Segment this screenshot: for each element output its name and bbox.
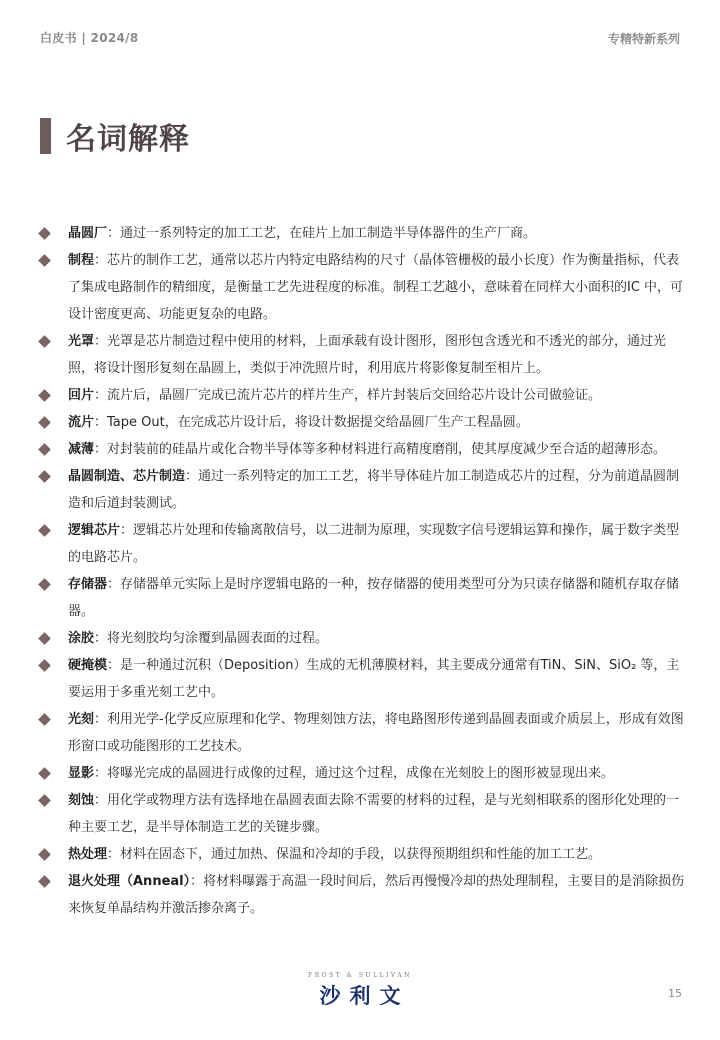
glossary-item [40,652,690,706]
glossary-definition: ：利用光学-化学反应原理和化学、物理刻蚀方法，将电路图形传递到晶圆表面或介质层上，形成有效图形窗口或功能图形的工艺技术。 [68,712,684,754]
diamond-bullet-icon [38,875,51,888]
glossary-term: 制程 [68,253,95,268]
page-number: 15 [668,987,682,1000]
glossary-item [40,517,690,571]
glossary-definition: ：是一种通过沉积（Deposition）生成的无机薄膜材料，其主要成分通常有TiN、SiN、SiO₂ 等，主要运用于多重光刻工艺中。 [68,658,680,700]
glossary-definition: ：存储器单元实际上是时序逻辑电路的一种，按存储器的使用类型可分为只读存储器和随机存取存储器。 [68,577,680,619]
glossary-definition: ：材料在固态下，通过加热、保温和冷却的手段，以获得预期组织和性能的加工工艺。 [107,847,602,862]
glossary-item [40,571,690,625]
glossary-term: 涂胶 [68,631,95,646]
glossary-term: 晶圆厂 [68,226,108,241]
header-series-name: 专精特新系列 [607,32,680,46]
diamond-bullet-icon [38,443,51,456]
diamond-bullet-icon [38,632,51,645]
glossary-term: 回片 [68,388,95,403]
glossary-item [40,247,690,328]
glossary-item [40,436,690,463]
diamond-bullet-icon [38,578,51,591]
logo-english-text: FROST & SULLIVAN [308,972,412,979]
glossary-item [40,409,690,436]
glossary-definition: ：将光刻胶均匀涂覆到晶圆表面的过程。 [94,631,329,646]
logo-chinese-text: 沙利文 [319,984,410,1008]
glossary-term: 流片 [68,415,95,430]
diamond-bullet-icon [38,794,51,807]
title-accent-bar [40,118,51,154]
glossary-item [40,760,690,787]
glossary-term: 退火处理（Anneal） [68,874,191,889]
diamond-bullet-icon [38,227,51,240]
glossary-term: 硬掩模 [68,658,108,673]
glossary-item [40,463,690,517]
page-title-block [40,116,190,156]
diamond-bullet-icon [38,389,51,402]
glossary-term: 存储器 [68,577,108,592]
glossary-term: 刻蚀 [68,793,95,808]
glossary-definition: ：通过一系列特定的加工工艺，将半导体硅片加工制造成芯片的过程，分为前道晶圆制造和后道封装测试。 [68,469,680,511]
frost-sullivan-logo [0,972,720,1010]
diamond-bullet-icon [38,767,51,780]
glossary-definition: ：Tape Out，在完成芯片设计后，将设计数据提交给晶圆厂生产工程晶圆。 [94,415,529,430]
diamond-bullet-icon [38,470,51,483]
glossary-term: 减薄 [68,442,95,457]
glossary-definition: ：光罩是芯片制造过程中使用的材料，上面承载有设计图形，图形包含透光和不透光的部分，通过光照，将设计图形复刻在晶圆上，类似于冲洗照片时，利用底片将影像复制至相片上。 [68,334,667,376]
diamond-bullet-icon [38,659,51,672]
glossary-term: 光罩 [68,334,95,349]
glossary-definition: ：将材料曝露于高温一段时间后，然后再慢慢冷却的热处理制程，主要目的是消除损伤来恢复单晶结构并激活掺杂离子。 [68,874,685,916]
diamond-bullet-icon [38,524,51,537]
page-title: 名词解释 [66,122,190,157]
glossary-item [40,868,690,922]
glossary-term: 光刻 [68,712,95,727]
glossary-definition: ：流片后，晶圆厂完成已流片芯片的样片生产，样片封装后交回给芯片设计公司做验证。 [94,388,602,403]
glossary-definition: ：将曝光完成的晶圆进行成像的过程，通过这个过程，成像在光刻胶上的图形被显现出来。 [94,766,615,781]
glossary-item [40,220,690,247]
diamond-bullet-icon [38,713,51,726]
glossary-term: 显影 [68,766,95,781]
glossary-item [40,841,690,868]
glossary-item [40,787,690,841]
glossary-definition: ：芯片的制作工艺，通常以芯片内特定电路结构的尺寸（晶体管栅极的最小长度）作为衡量指标，代表了集成电路制作的精细度，是衡量工艺先进程度的标准。制程工艺越小，意味着在同样大小面积的IC 中，可设计密度更高、功能更复杂的电路。 [68,253,684,322]
glossary-list [40,220,690,922]
glossary-definition: ：用化学或物理方法有选择地在晶圆表面去除不需要的材料的过程，是与光刻相联系的图形化处理的一种主要工艺，是半导体制造工艺的关键步骤。 [68,793,680,835]
glossary-item [40,706,690,760]
diamond-bullet-icon [38,848,51,861]
glossary-definition: ：对封装前的硅晶片或化合物半导体等多种材料进行高精度磨削，使其厚度减少至合适的超薄形态。 [94,442,667,457]
header-doc-info: 白皮书 | 2024/8 [40,31,139,45]
glossary-definition: ：通过一系列特定的加工工艺，在硅片上加工制造半导体器件的生产厂商。 [107,226,537,241]
glossary-item [40,625,690,652]
diamond-bullet-icon [38,254,51,267]
glossary-item [40,328,690,382]
glossary-term: 逻辑芯片 [68,523,121,538]
glossary-term: 热处理 [68,847,108,862]
glossary-item [40,382,690,409]
glossary-definition: ：逻辑芯片处理和传输离散信号，以二进制为原理，实现数字信号逻辑运算和操作，属于数字类型的电路芯片。 [68,523,680,565]
diamond-bullet-icon [38,416,51,429]
diamond-bullet-icon [38,335,51,348]
glossary-term: 晶圆制造、芯片制造 [68,469,186,484]
